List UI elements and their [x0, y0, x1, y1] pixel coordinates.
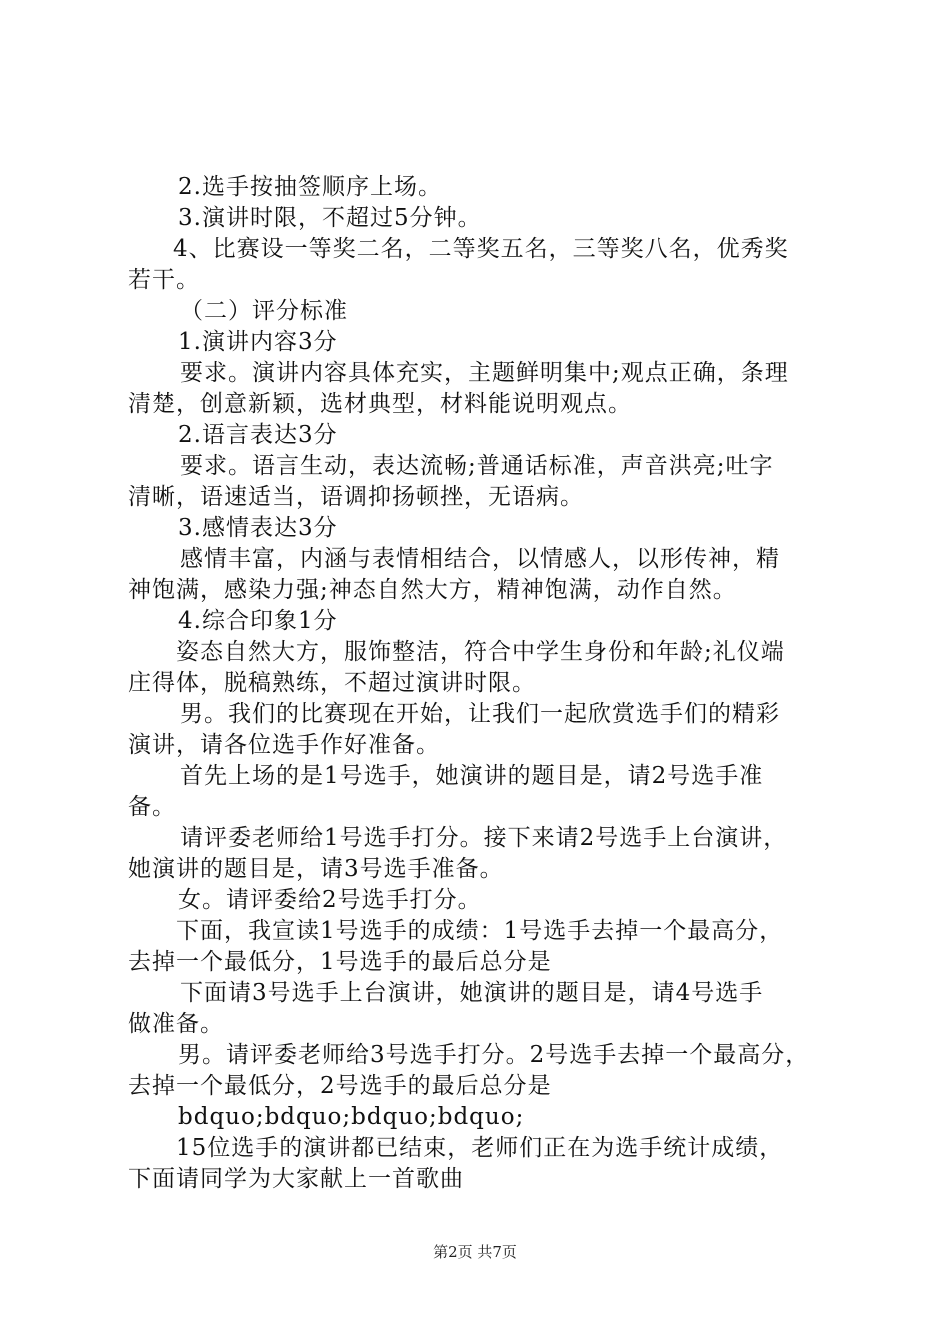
page-number-footer: 第2页 共7页: [433, 1243, 517, 1261]
text-line: 2.选手按抽签顺序上场。: [178, 174, 442, 200]
text-line: 姿态自然大方，服饰整洁，符合中学生身份和年龄;礼仪端: [176, 639, 785, 665]
text-line: 清晰，语速适当，语调抑扬顿挫，无语病。: [128, 484, 584, 510]
text-line: 要求。语言生动，表达流畅;普通话标准，声音洪亮;吐字: [180, 453, 774, 479]
text-line: 3.演讲时限，不超过5分钟。: [178, 205, 482, 231]
text-line: 去掉一个最低分，2号选手的最后总分是: [128, 1073, 552, 1099]
criterion-heading: 3.感情表达3分: [178, 515, 338, 541]
text-line: 要求。演讲内容具体充实，主题鲜明集中;观点正确，条理: [180, 360, 789, 386]
section-heading: （二）评分标准: [180, 298, 348, 324]
text-line: 她演讲的题目是，请3号选手准备。: [128, 856, 504, 882]
text-line: 神饱满，感染力强;神态自然大方，精神饱满，动作自然。: [128, 577, 737, 603]
text-line: 备。: [128, 794, 176, 820]
text-line: 15位选手的演讲都已结束，老师们正在为选手统计成绩，: [176, 1135, 784, 1161]
text-line: 首先上场的是1号选手，她演讲的题目是，请2号选手准: [180, 763, 764, 789]
text-line: 若干。: [128, 267, 200, 293]
criterion-heading: 1.演讲内容3分: [178, 329, 338, 355]
text-line: 男。请评委老师给3号选手打分。2号选手去掉一个最高分，: [178, 1042, 810, 1068]
text-line: 演讲，请各位选手作好准备。: [128, 732, 440, 758]
text-line: 清楚，创意新颖，选材典型，材料能说明观点。: [128, 391, 632, 417]
text-line: 下面请同学为大家献上一首歌曲: [128, 1166, 464, 1192]
text-line: 请评委老师给1号选手打分。接下来请2号选手上台演讲，: [180, 825, 788, 851]
criterion-heading: 4.综合印象1分: [178, 608, 338, 634]
text-line: 做准备。: [128, 1011, 224, 1037]
text-line: 去掉一个最低分，1号选手的最后总分是: [128, 949, 552, 975]
text-line: 女。请评委给2号选手打分。: [178, 887, 482, 913]
text-line: 下面，我宣读1号选手的成绩：1号选手去掉一个最高分，: [176, 918, 784, 944]
text-line: bdquo;bdquo;bdquo;bdquo;: [178, 1104, 525, 1130]
text-line: 下面请3号选手上台演讲，她演讲的题目是，请4号选手: [180, 980, 764, 1006]
text-line: 4、比赛设一等奖二名，二等奖五名，三等奖八名，优秀奖: [173, 236, 789, 262]
text-line: 男。我们的比赛现在开始，让我们一起欣赏选手们的精彩: [180, 701, 780, 727]
criterion-heading: 2.语言表达3分: [178, 422, 338, 448]
text-line: 庄得体，脱稿熟练，不超过演讲时限。: [128, 670, 536, 696]
document-body: [128, 172, 838, 1195]
text-line: 感情丰富，内涵与表情相结合，以情感人，以形传神，精: [180, 546, 780, 572]
